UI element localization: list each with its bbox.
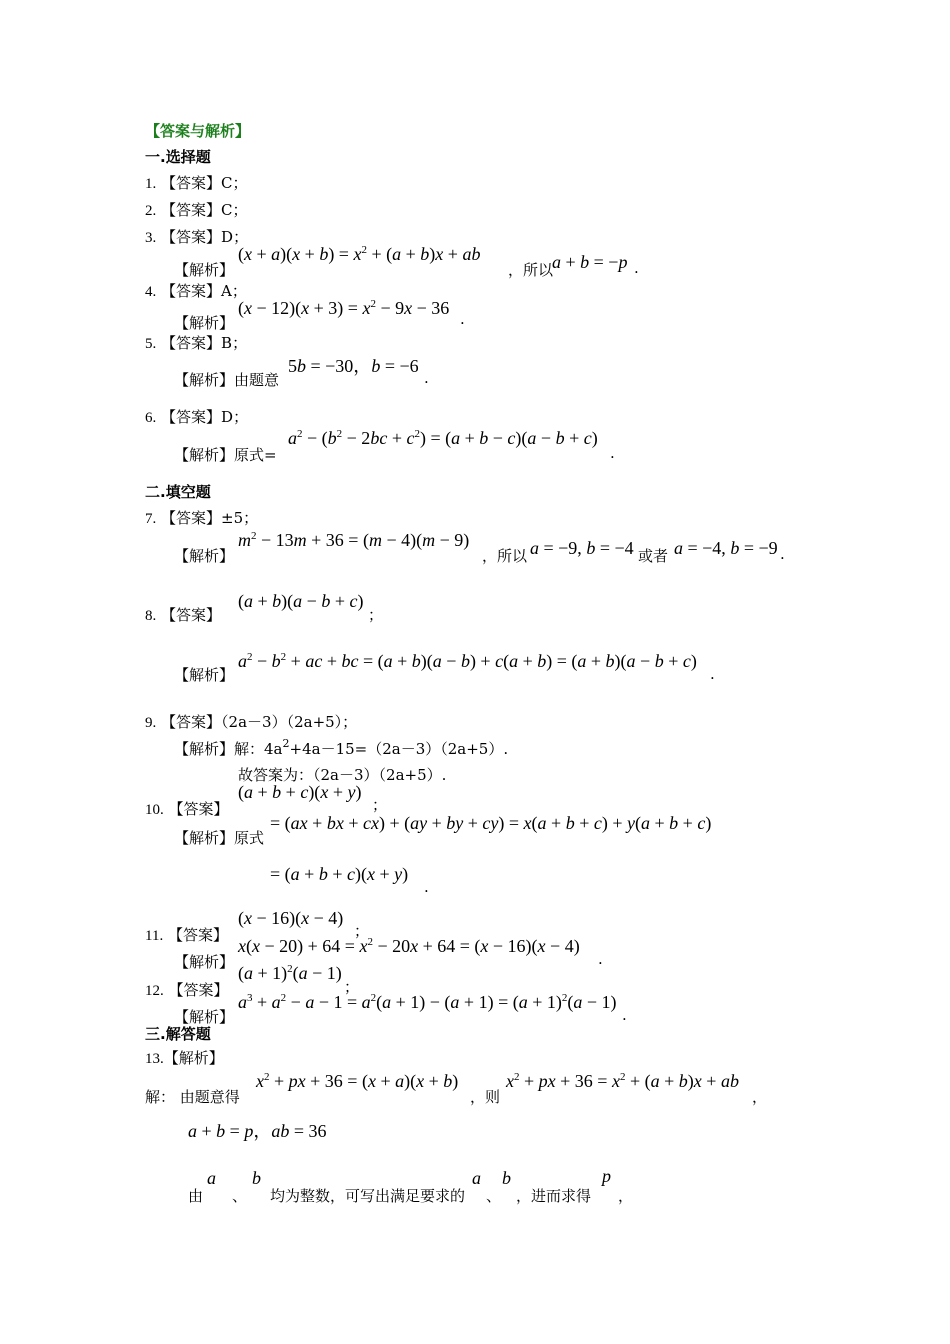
q8-end: . [710, 665, 715, 683]
q9-solution-row: 【解析】解：$4a^2+4a-15=(2a-3)(2a+5)$. [174, 737, 509, 758]
q5-answer: B； [221, 334, 248, 352]
q3-formula: $(x + a)(x + b) = x^2 + (a + b)x$ + ab [238, 244, 481, 264]
q13-formula-3: a + b = p，ab = 36 [188, 1121, 327, 1141]
q3-end: . [634, 259, 639, 277]
q9-number: 9. [145, 715, 157, 731]
q10-answer-end: ； [372, 796, 388, 814]
q7-formula: $m^2 - 13m + 36 = (m - 4)(m - 9)$ [238, 530, 470, 550]
q5-solution-row [174, 369, 279, 390]
q8-answer-end: ； [368, 606, 384, 624]
q13-line1-a: 解： 由题意得 [145, 1088, 240, 1106]
q13-line3-e: ，进而求得 [516, 1187, 592, 1205]
q10-answer-row [145, 798, 229, 819]
q13-line3-d: 、 [486, 1187, 502, 1205]
q6-number: 6. [145, 410, 157, 426]
q10-formula-2: = (a + b + c)(x + y) [270, 864, 409, 884]
q13-var-p: p [602, 1166, 611, 1186]
solution-label: 【解析】 [174, 261, 235, 279]
section-choice: 一.选择题 [145, 148, 211, 166]
q13-var-a-2: a [472, 1168, 481, 1188]
q4-answer-row [145, 280, 247, 301]
q13-line1-b: ，则 [470, 1088, 501, 1106]
answer-label: 【答案】 [161, 334, 222, 352]
q11-end: . [598, 950, 603, 968]
q11-formula: $x(x - 20) + 64 = x^2 - 20x + 64 = (x - 16)(x - 4)$ [238, 936, 580, 956]
q4-end: . [460, 310, 465, 328]
answer-title: 【答案与解析】 [145, 122, 251, 140]
solution-label: 【解析】 [174, 446, 235, 464]
q11-answer-formula: (x − 16)(x − 4) [238, 908, 344, 928]
q9-sol-a: 解：4a [234, 740, 283, 758]
q3-sol-text: ，所以 [508, 261, 554, 279]
solution-label: 【解析】 [174, 371, 235, 389]
q13-var-b: b [252, 1168, 261, 1188]
q3-answer-row [145, 226, 248, 247]
q12-formula: $a^3 + a^2 - a - 1 = a^2(a + 1) - (a + 1) = (a + 1)^2(a - 1)$ [238, 992, 617, 1012]
q1-answer-row [145, 172, 248, 193]
answer-label: 【答案】 [161, 408, 222, 426]
q10-solution-row [174, 827, 264, 848]
q5-number: 5. [145, 336, 157, 352]
q8-answer-formula: (a + b)(a − b + c) [238, 591, 364, 611]
q7-end: . [780, 545, 785, 563]
q5-sol-text: 由题意 [234, 371, 280, 389]
q8-formula: $a^2 - b^2$ + ac + bc = (a + b)(a − b) + c(a + b) = (a + b)(a − b + c) [238, 651, 697, 671]
q10-answer-formula: (a + b + c)(x + y) [238, 782, 362, 802]
section-fill: 二.填空题 [145, 483, 211, 501]
q13-formula-1: $x^2$ + px + 36 = (x + a)(x + b) [256, 1071, 459, 1091]
q6-solution-row [174, 444, 277, 465]
q13-label-row [145, 1047, 224, 1068]
q7-sol-text-2: 或者 [638, 547, 669, 565]
q11-answer-row [145, 924, 228, 945]
answer-label: 【答案】 [161, 228, 222, 246]
q5-answer-row [145, 332, 247, 353]
solution-label: 【解析】 [163, 1049, 224, 1067]
q7-formula-3: a = −4, b = −9 [674, 538, 778, 558]
q7-formula-2: a = −9, b = −4 [530, 538, 634, 558]
q9-sol-line2: 故答案为：（2a－3）（2a+5）. [238, 766, 447, 784]
q6-answer-row [145, 406, 248, 427]
q3-formula-2: a + b = −p [552, 252, 628, 272]
solution-label: 【解析】 [174, 547, 235, 565]
answer-label: 【答案】 [161, 282, 222, 300]
solution-label: 【解析】 [174, 953, 235, 971]
q7-answer: ±5； [221, 509, 259, 527]
solution-label: 【解析】 [174, 314, 235, 332]
q10-end: . [424, 878, 429, 896]
q2-answer-row [145, 199, 248, 220]
q6-answer: D； [221, 408, 249, 426]
q6-end: . [610, 444, 615, 462]
section-solve: 三.解答题 [145, 1025, 211, 1043]
q12-answer-end: ； [344, 978, 360, 996]
q7-answer-row [145, 507, 258, 528]
q6-sol-text: 原式= [234, 446, 277, 464]
solution-label: 【解析】 [174, 740, 235, 758]
q6-formula: $a^2 - (b^2 - 2bc + c^2) = (a + b - c)(a - b + c)$ [288, 428, 598, 448]
q3-number: 3. [145, 230, 157, 246]
q13-line3-a: 由 [188, 1187, 204, 1205]
answer-label: 【答案】 [168, 981, 229, 999]
q4-answer: A； [221, 282, 247, 300]
answer-label: 【答案】 [168, 800, 229, 818]
q2-answer: C； [221, 201, 248, 219]
solution-label: 【解析】 [174, 829, 235, 847]
q4-formula: $(x - 12)(x + 3) = x^2 - 9x - 36$ [238, 298, 450, 318]
q9-answer: （2a－3）（2a+5）； [221, 713, 358, 731]
q13-number: 13. [145, 1051, 164, 1067]
q13-var-a: a [207, 1168, 216, 1188]
answer-label: 【答案】 [161, 201, 222, 219]
q13-line3-c: 均为整数，可写出满足要求的 [270, 1187, 466, 1205]
q10-sol-text: 原式 [234, 829, 265, 847]
answer-label: 【答案】 [161, 713, 222, 731]
q4-number: 4. [145, 284, 157, 300]
q12-number: 12. [145, 983, 164, 999]
answer-label: 【答案】 [161, 174, 222, 192]
q12-answer-row [145, 979, 229, 1000]
q10-formula: = (ax + bx + cx) + (ay + by + cy) = x(a + b + c) + y(a + b + c) [270, 813, 712, 833]
answer-label: 【答案】 [161, 509, 222, 527]
q2-number: 2. [145, 203, 157, 219]
q8-answer-row [145, 604, 221, 625]
q13-line3-f: ， [618, 1187, 634, 1205]
q8-number: 8. [145, 608, 157, 624]
answer-label: 【答案】 [161, 606, 222, 624]
q5-end: . [424, 369, 429, 387]
q13-var-b-2: b [502, 1168, 511, 1188]
q9-answer-row [145, 711, 357, 732]
q12-end: . [622, 1006, 627, 1024]
q1-number: 1. [145, 176, 157, 192]
q7-number: 7. [145, 511, 157, 527]
q3-answer: D； [221, 228, 249, 246]
q5-formula: 5b = −30，b = −6 [288, 356, 419, 376]
q11-number: 11. [145, 928, 164, 944]
solution-label: 【解析】 [174, 666, 235, 684]
q9-sol-b: +4a－15=（2a－3）（2a+5）. [289, 740, 509, 758]
q7-sol-text-1: ，所以 [482, 547, 528, 565]
solution-label: 【解析】 [174, 1008, 235, 1026]
q12-answer-formula: $(a + 1)^2(a - 1)$ [238, 963, 342, 983]
q10-number: 10. [145, 802, 164, 818]
answer-label: 【答案】 [167, 926, 228, 944]
q13-line3-b: 、 [232, 1187, 248, 1205]
q13-line1-c: ， [752, 1088, 768, 1106]
q1-answer: C； [221, 174, 248, 192]
q13-formula-2: $x^2$ + px + $36 = x^2 + (a + b)x$ + ab [506, 1071, 739, 1091]
q11-answer-end: ； [354, 922, 370, 940]
